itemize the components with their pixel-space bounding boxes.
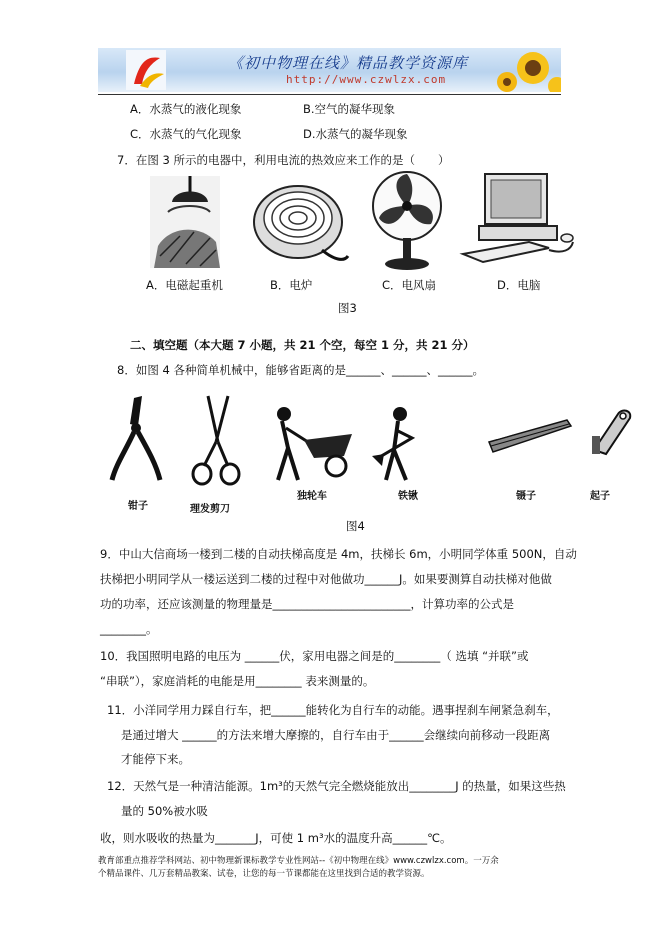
electric-fan-image <box>371 170 443 270</box>
footer-line-1: 教育部重点推荐学科网站、初中物理新课标教学专业性网站--《初中物理在线》www.czwlzx.com。一万余 <box>98 856 499 866</box>
figure-4-caption: 图4 <box>346 519 365 533</box>
electric-stove-image <box>248 176 348 268</box>
banner-url[interactable]: http://www.czwlzx.com <box>286 73 447 86</box>
q12-line-1: 12．天然气是一种清洁能源。1m³的天然气完全燃烧能放出________J 的热量，如果这些热 <box>107 779 566 793</box>
shovel-image <box>372 404 428 482</box>
header-rule <box>98 94 561 95</box>
q11-line-2: 是通过增大 ______的方法来增大摩擦的，自行车由于______会继续向前移动一段距离 <box>121 728 551 742</box>
q8-label-pliers: 钳子 <box>128 501 148 512</box>
q9-line-1: 9．中山大信商场一楼到二楼的自动扶梯高度是 4m，扶梯长 6m，小明同学体重 500N，自动 <box>100 547 577 561</box>
q11-line-1: 11．小洋同学用力踩自行车，把______能转化为自行车的动能。遇事捏刹车闸紧急刹车， <box>107 703 559 717</box>
q8-label-wheelbarrow: 独轮车 <box>297 491 327 502</box>
wheelbarrow-image <box>264 404 356 482</box>
q8-label-scissors: 理发剪刀 <box>190 504 230 515</box>
q10-line-1: 10．我国照明电路的电压为 ______伏，家用电器之间是的________（ 选填 “并联”或 <box>100 649 529 663</box>
site-logo-icon <box>126 50 166 90</box>
bottle-opener-image <box>590 406 634 456</box>
q6-option-a: A．水蒸气的液化现象 <box>130 102 242 116</box>
q7-label-a: A．电磁起重机 <box>146 278 223 292</box>
q8-stem: 8．如图 4 各种简单机械中，能够省距离的是______、______、______。 <box>117 363 484 377</box>
section-2-heading: 二、填空题（本大题 7 小题，共 21 个空，每空 1 分，共 21 分） <box>130 338 475 352</box>
header-banner <box>98 48 561 92</box>
scissors-image <box>188 394 242 486</box>
q11-line-3: 才能停下来。 <box>121 752 190 766</box>
footer-line-2: 个精品课件、几万套精品教案、试卷，让您的每一节课都能在这里找到合适的教学资源。 <box>98 869 430 879</box>
q6-option-c: C．水蒸气的气化现象 <box>130 127 242 141</box>
q12-line-2: 量的 50%被水吸 <box>121 804 208 818</box>
figure-3-caption: 图3 <box>338 301 357 315</box>
computer-image <box>459 170 577 270</box>
q9-line-3: 功的功率，还应该测量的物理量是________________________，计算功率的公式是 <box>100 597 514 611</box>
q6-option-d: D.水蒸气的凝华现象 <box>303 127 408 141</box>
q8-label-tweezers: 镊子 <box>516 491 536 502</box>
q8-label-shovel: 铁锹 <box>398 491 418 502</box>
electromagnetic-crane-image <box>150 176 220 268</box>
q10-line-2: “串联”），家庭消耗的电能是用________ 表来测量的。 <box>100 674 375 688</box>
tweezers-image <box>487 416 573 458</box>
q7-label-d: D．电脑 <box>497 278 541 292</box>
q9-line-2: 扶梯把小明同学从一楼运送到二楼的过程中对他做功______J。如果要测算自动扶梯对他做 <box>100 572 552 586</box>
banner-title: 《初中物理在线》精品教学资源库 <box>228 54 469 72</box>
q7-label-b: B．电炉 <box>270 278 313 292</box>
q7-stem: 7．在图 3 所示的电器中，利用电流的热效应来工作的是（ ） <box>117 153 450 167</box>
q6-option-b: B.空气的凝华现象 <box>303 102 396 116</box>
q8-label-opener: 起子 <box>590 491 610 502</box>
q9-line-4: ________。 <box>100 622 158 636</box>
sunflower-icon <box>493 48 561 92</box>
pliers-image <box>108 394 164 482</box>
q12-line-3: 收，则水吸收的热量为_______J，可使 1 m³水的温度升高______℃。 <box>100 831 452 845</box>
q7-label-c: C．电风扇 <box>382 278 437 292</box>
